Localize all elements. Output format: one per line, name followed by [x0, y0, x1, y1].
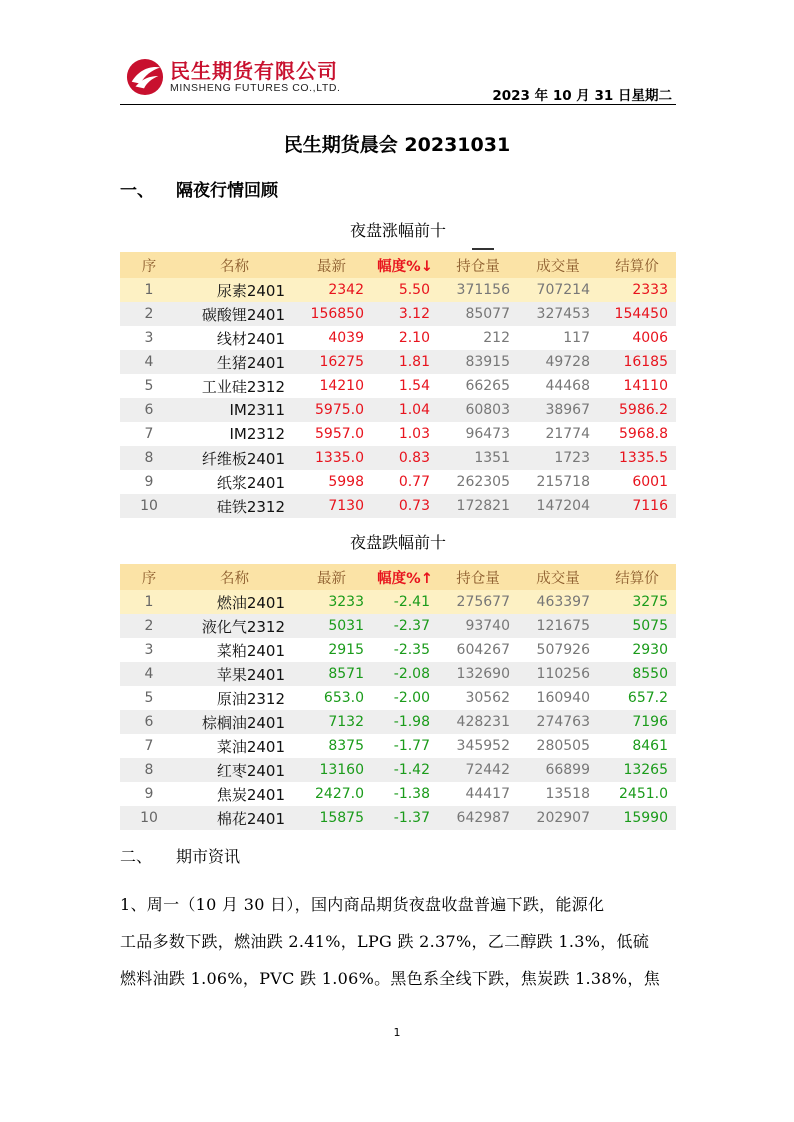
change-pct-cell: 0.83 — [372, 446, 438, 470]
volume-cell: 44468 — [545, 378, 590, 394]
table-row — [120, 494, 676, 518]
row-index-cell: 3 — [144, 642, 154, 658]
open-interest-cell: 30562 — [465, 690, 510, 706]
last-price-cell: 7132 — [291, 710, 372, 734]
row-index-cell: 5 — [144, 690, 154, 706]
settle-price-cell: 4006 — [632, 330, 668, 346]
row-index-cell: 3 — [144, 330, 154, 346]
settle-price-cell: 154450 — [598, 302, 676, 326]
change-pct-cell: -1.77 — [393, 738, 430, 754]
open-interest-cell: 642987 — [438, 806, 518, 830]
volume-cell: 66899 — [518, 758, 598, 782]
change-pct-cell: 2.10 — [398, 330, 430, 346]
contract-name-cell: 生猪2401 — [178, 350, 291, 374]
row-index-cell: 9 — [144, 474, 154, 490]
row-index-cell: 4 — [120, 662, 178, 686]
contract-name-cell: 燃油2401 — [178, 590, 291, 614]
last-price-cell: 5975.0 — [291, 398, 372, 422]
settle-price-cell: 7116 — [598, 494, 676, 518]
minsheng-logo-icon — [126, 58, 164, 96]
last-price-cell: 1335.0 — [291, 446, 372, 470]
contract-name-cell: 尿素2401 — [178, 278, 291, 302]
section-2-heading — [120, 844, 240, 867]
table-row — [120, 734, 676, 758]
page-number: 1 — [393, 1026, 401, 1039]
row-index-cell: 1 — [120, 590, 178, 614]
contract-name-cell: 菜粕2401 — [216, 641, 285, 660]
row-index-cell: 2 — [120, 614, 178, 638]
sort-down-arrow-icon: ↓ — [420, 258, 433, 275]
contract-name-cell: 线材2401 — [216, 329, 285, 348]
col-header-change-pct: 幅度%↓ — [372, 252, 438, 278]
col-header-open-interest: 持仓量 — [438, 564, 518, 590]
gainers-caption-text: 夜盘涨幅前十 — [349, 221, 446, 240]
table-row — [120, 326, 676, 350]
volume-cell: 274763 — [518, 710, 598, 734]
logo-chinese-name: 民生期货有限公司 — [170, 58, 338, 83]
company-logo — [126, 58, 341, 96]
settle-price-cell: 5968.8 — [619, 426, 668, 442]
losers-caption-text: 夜盘跌幅前十 — [349, 533, 446, 552]
open-interest-cell: 66265 — [465, 378, 510, 394]
row-index-cell: 1 — [120, 278, 178, 302]
settle-price-cell: 657.2 — [627, 690, 668, 706]
last-price-cell: 2427.0 — [315, 786, 364, 802]
open-interest-cell: 1351 — [438, 446, 518, 470]
change-pct-cell: -2.41 — [372, 590, 438, 614]
open-interest-cell: 85077 — [438, 302, 518, 326]
contract-name-cell: 纸浆2401 — [216, 473, 285, 492]
last-price-cell: 2915 — [328, 642, 364, 658]
volume-cell: 215718 — [536, 474, 590, 490]
open-interest-cell: 262305 — [456, 474, 510, 490]
table-row — [120, 470, 676, 494]
caption-divider — [472, 248, 494, 250]
last-price-cell: 5998 — [328, 474, 364, 490]
open-interest-cell: 83915 — [438, 350, 518, 374]
settle-price-cell: 8461 — [632, 738, 668, 754]
open-interest-cell: 371156 — [438, 278, 518, 302]
change-pct-cell: 1.54 — [398, 378, 430, 394]
table-row — [120, 710, 676, 734]
table-row — [120, 806, 676, 830]
change-pct-cell: -2.37 — [372, 614, 438, 638]
volume-cell: 147204 — [518, 494, 598, 518]
change-pct-cell: -1.38 — [393, 786, 430, 802]
volume-cell: 38967 — [518, 398, 598, 422]
row-index-cell: 7 — [144, 738, 154, 754]
change-pct-cell: -1.37 — [372, 806, 438, 830]
change-pct-cell: 0.77 — [398, 474, 430, 490]
contract-name-cell: IM2311 — [178, 398, 291, 422]
contract-name-cell: 工业硅2312 — [201, 377, 285, 396]
volume-cell: 21774 — [545, 426, 590, 442]
col-header-index: 序 — [120, 252, 178, 278]
table-row — [120, 782, 676, 806]
logo-english-name: MINSHENG FUTURES CO.,LTD. — [170, 81, 341, 94]
last-price-cell: 8375 — [328, 738, 364, 754]
table-row — [120, 278, 676, 302]
col-header-name: 名称 — [178, 564, 291, 590]
col-header-settle: 结算价 — [598, 564, 676, 590]
col-header-last: 最新 — [291, 564, 372, 590]
section-2-title: 期市资讯 — [176, 847, 241, 866]
table-row — [120, 662, 676, 686]
change-pct-cell: -2.08 — [372, 662, 438, 686]
settle-price-cell: 5986.2 — [598, 398, 676, 422]
settle-price-cell: 7196 — [598, 710, 676, 734]
contract-name-cell: 碳酸锂2401 — [178, 302, 291, 326]
table-row — [120, 422, 676, 446]
paragraph-line: 燃料油跌 1.06%，PVC 跌 1.06%。黑色系全线下跌，焦炭跌 1.38%，焦 — [120, 969, 660, 988]
section-1-number: 一、 — [120, 181, 154, 201]
contract-name-cell: 棉花2401 — [178, 806, 291, 830]
table-row — [120, 446, 676, 470]
contract-name-cell: 菜油2401 — [216, 737, 285, 756]
settle-price-cell: 2451.0 — [619, 786, 668, 802]
col-header-name: 名称 — [178, 252, 291, 278]
volume-cell: 117 — [563, 330, 590, 346]
table-row — [120, 350, 676, 374]
last-price-cell: 16275 — [291, 350, 372, 374]
volume-cell: 110256 — [518, 662, 598, 686]
open-interest-cell: 345952 — [456, 738, 510, 754]
change-pct-cell: -2.35 — [393, 642, 430, 658]
open-interest-cell: 275677 — [438, 590, 518, 614]
open-interest-cell: 60803 — [438, 398, 518, 422]
table-row — [120, 614, 676, 638]
sort-up-arrow-icon: ↑ — [420, 570, 433, 587]
open-interest-cell: 93740 — [438, 614, 518, 638]
last-price-cell: 3233 — [291, 590, 372, 614]
contract-name-cell: 原油2312 — [216, 689, 285, 708]
col-header-volume: 成交量 — [518, 564, 598, 590]
change-pct-cell: 3.12 — [372, 302, 438, 326]
open-interest-cell: 428231 — [438, 710, 518, 734]
volume-cell: 327453 — [518, 302, 598, 326]
volume-cell: 707214 — [518, 278, 598, 302]
last-price-cell: 653.0 — [323, 690, 364, 706]
losers-table — [120, 564, 676, 830]
last-price-cell: 14210 — [319, 378, 364, 394]
settle-price-cell: 13265 — [598, 758, 676, 782]
table-header-row — [120, 564, 676, 590]
volume-cell: 280505 — [536, 738, 590, 754]
row-index-cell: 6 — [120, 710, 178, 734]
col-header-settle: 结算价 — [598, 252, 676, 278]
row-index-cell: 9 — [144, 786, 154, 802]
volume-cell: 463397 — [518, 590, 598, 614]
contract-name-cell: 棕榈油2401 — [178, 710, 291, 734]
paragraph-line: 1、周一（10 月 30 日），国内商品期货夜盘收盘普遍下跌，能源化 — [120, 895, 605, 914]
settle-price-cell: 15990 — [598, 806, 676, 830]
row-index-cell: 8 — [120, 758, 178, 782]
col-header-index: 序 — [120, 564, 178, 590]
settle-price-cell: 8550 — [598, 662, 676, 686]
document-title: 民生期货晨会 20231031 — [283, 134, 511, 156]
table-row — [120, 686, 676, 710]
col-header-open-interest: 持仓量 — [438, 252, 518, 278]
header-date: 2023 年 10 月 31 日星期二 — [492, 88, 672, 104]
settle-price-cell: 5075 — [598, 614, 676, 638]
col-header-change-pct: 幅度%↑ — [372, 564, 438, 590]
table-row — [120, 638, 676, 662]
row-index-cell: 4 — [120, 350, 178, 374]
losers-caption — [120, 530, 676, 553]
table-row — [120, 374, 676, 398]
volume-cell: 202907 — [518, 806, 598, 830]
table-row — [120, 302, 676, 326]
col-header-volume: 成交量 — [518, 252, 598, 278]
volume-cell: 160940 — [536, 690, 590, 706]
last-price-cell: 15875 — [291, 806, 372, 830]
settle-price-cell: 16185 — [598, 350, 676, 374]
open-interest-cell: 132690 — [438, 662, 518, 686]
contract-name-cell: 液化气2312 — [178, 614, 291, 638]
gainers-table — [120, 252, 676, 518]
contract-name-cell: 苹果2401 — [178, 662, 291, 686]
contract-name-cell: 红枣2401 — [178, 758, 291, 782]
last-price-cell: 5957.0 — [315, 426, 364, 442]
last-price-cell: 5031 — [291, 614, 372, 638]
section-2-number: 二、 — [120, 847, 153, 866]
section-1-heading — [120, 176, 278, 201]
open-interest-cell: 96473 — [465, 426, 510, 442]
table-row — [120, 590, 676, 614]
change-pct-cell: 1.04 — [372, 398, 438, 422]
change-pct-cell: -2.00 — [393, 690, 430, 706]
table-row — [120, 758, 676, 782]
settle-price-cell: 3275 — [598, 590, 676, 614]
open-interest-cell: 44417 — [465, 786, 510, 802]
change-pct-cell: 1.81 — [372, 350, 438, 374]
open-interest-cell: 72442 — [438, 758, 518, 782]
page-header — [120, 52, 676, 105]
col-header-last: 最新 — [291, 252, 372, 278]
contract-name-cell: 纤维板2401 — [178, 446, 291, 470]
row-index-cell: 5 — [144, 378, 154, 394]
last-price-cell: 8571 — [291, 662, 372, 686]
contract-name-cell: 硅铁2312 — [178, 494, 291, 518]
last-price-cell: 13160 — [291, 758, 372, 782]
settle-price-cell: 6001 — [632, 474, 668, 490]
settle-price-cell: 2333 — [598, 278, 676, 302]
change-pct-cell: 5.50 — [372, 278, 438, 302]
last-price-cell: 7130 — [291, 494, 372, 518]
volume-cell: 1723 — [518, 446, 598, 470]
change-pct-cell: -1.42 — [372, 758, 438, 782]
settle-price-cell: 2930 — [632, 642, 668, 658]
row-index-cell: 10 — [120, 494, 178, 518]
gainers-caption — [120, 218, 676, 241]
change-pct-cell: 0.73 — [372, 494, 438, 518]
contract-name-cell: IM2312 — [229, 425, 285, 443]
volume-cell: 507926 — [536, 642, 590, 658]
row-index-cell: 7 — [144, 426, 154, 442]
news-paragraph — [120, 886, 676, 997]
row-index-cell: 10 — [120, 806, 178, 830]
section-1-title: 隔夜行情回顾 — [176, 181, 278, 201]
change-pct-cell: -1.98 — [372, 710, 438, 734]
open-interest-cell: 172821 — [438, 494, 518, 518]
settle-price-cell: 1335.5 — [598, 446, 676, 470]
settle-price-cell: 14110 — [623, 378, 668, 394]
volume-cell: 13518 — [545, 786, 590, 802]
table-row — [120, 398, 676, 422]
contract-name-cell: 焦炭2401 — [216, 785, 285, 804]
row-index-cell: 8 — [120, 446, 178, 470]
change-pct-cell: 1.03 — [398, 426, 430, 442]
open-interest-cell: 604267 — [456, 642, 510, 658]
last-price-cell: 2342 — [291, 278, 372, 302]
open-interest-cell: 212 — [483, 330, 510, 346]
row-index-cell: 2 — [120, 302, 178, 326]
paragraph-line: 工品多数下跌，燃油跌 2.41%，LPG 跌 2.37%，乙二醇跌 1.3%，低硫 — [120, 932, 650, 951]
volume-cell: 121675 — [518, 614, 598, 638]
row-index-cell: 6 — [120, 398, 178, 422]
volume-cell: 49728 — [518, 350, 598, 374]
last-price-cell: 156850 — [291, 302, 372, 326]
table-header-row — [120, 252, 676, 278]
last-price-cell: 4039 — [328, 330, 364, 346]
